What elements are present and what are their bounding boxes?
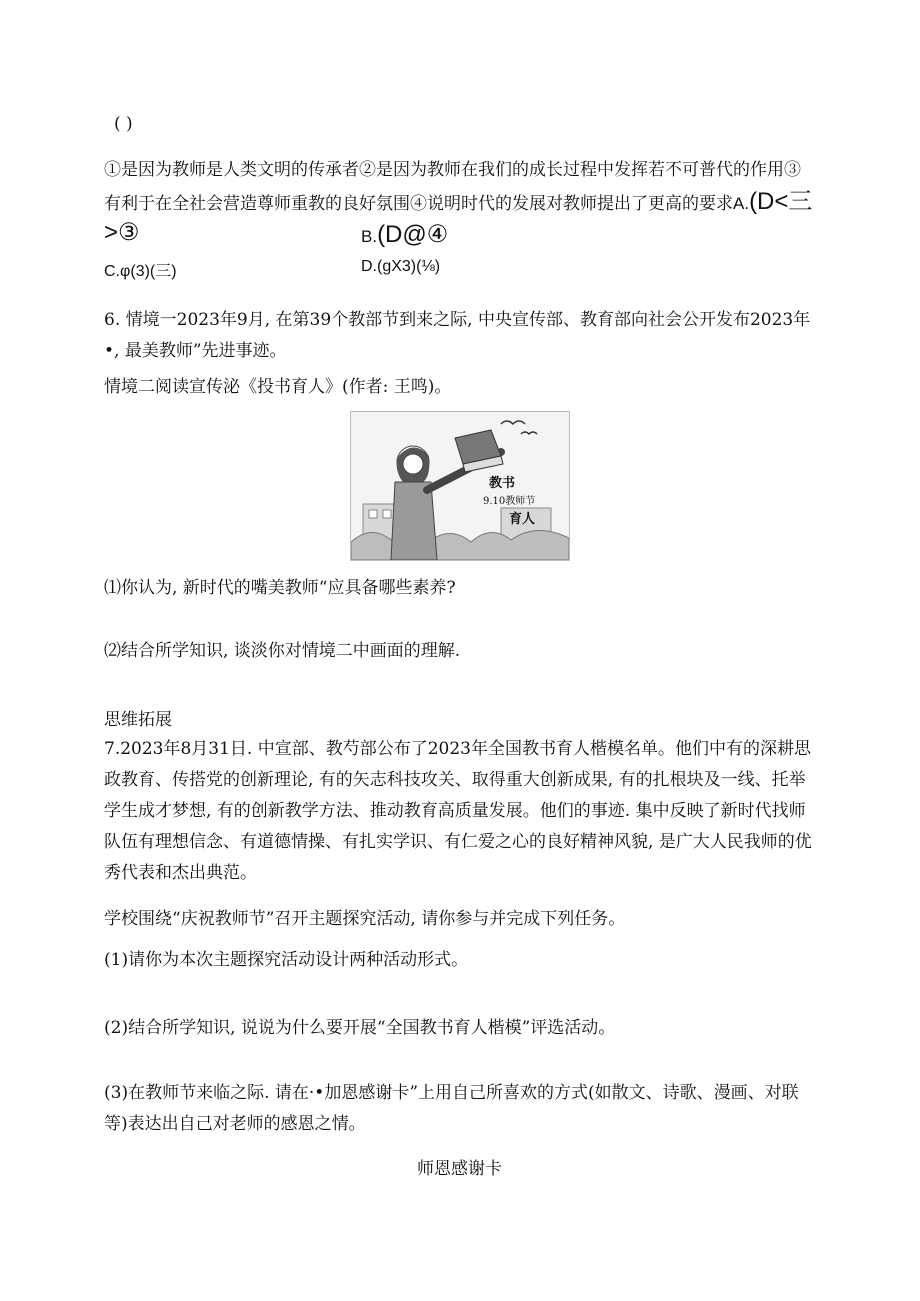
option-a-continued: >③ [104,219,140,246]
teacher-drawing [351,412,569,560]
option-b [361,220,448,249]
q7-paragraph: 7.2023年8月31日. 中宣部、教芍部公布了2023年全国教书育人楷模名单。他们中有的深耕思政教育、传搭党的创新理论, 有的矢志科技攻关、取得重大创新成果, 有的扎根块及一线、托举学生成才梦想, 有的创新教学方法、推动教育高质量发展。他们的事迹. 集中反映了新时代找师队伍有理想信念、有道德情操、有扎实学识、有仁爱之心的良好精神风貌, 是广大人民我师的优秀代表和杰出典范。 [104,739,812,883]
teacher-illustration [350,411,570,561]
option-a-prefix: A. [733,194,750,213]
option-a-text: (D<三 [749,188,813,215]
option-c: C.φ(3)(三) [104,263,177,280]
section-title: 思维拓展 [104,710,172,730]
image-caption-date: 9.10教师节 [483,496,536,507]
option-b-prefix: B. [361,227,378,246]
q7-subquestion-1: (1)请你为本次主题探究活动设计两种活动形式。 [104,950,469,970]
q6-subquestion-2: ⑵结合所学知识, 谈淡你对情境二中画面的理解. [104,641,461,661]
q7-subquestion-2: (2)结合所学知识, 说说为什么要开展“全国教书育人楷模”评选活动。 [104,1018,616,1038]
q5-statement-text: ①是因为教师是人类文明的传承者②是因为教师在我们的成长过程中发挥若不可普代的作用③有利于在全社会营造尊师重教的良好氛围④说明时代的发展对教师提出了更高的要求 [104,160,801,214]
q5-statements [104,155,816,220]
q7-intro: 学校围绕“庆祝教师节”召开主题探究活动, 请你参与并完成下列任务。 [104,909,626,929]
thank-you-card-title: 师恩感谢卡 [417,1159,502,1179]
image-caption-jiaoshu: 教书 [489,476,516,491]
q7-subquestion-3: (3)在教师节来临之际. 请在·•加恩感谢卡”上用自己所喜欢的方式(如散文、诗歌、漫画、对联等)表达出自己对老师的感恩之情。 [104,1083,799,1134]
option-d: D.(gX3)(⅛) [361,258,441,275]
q6-subquestion-1: ⑴你认为, 新时代的嘴美教师“应具备哪些素养? [104,578,456,598]
q6-context-2: 情境二阅读宣传泌《投书育人》(作者: 王鸣)。 [104,377,452,397]
image-caption-yuren: 育人 [509,512,536,527]
q6-context-1: 6. 情境一2023年9月, 在第39个教部节到来之际, 中央宣传部、教育部向社会公开发布2023年•, 最美教师”先进事迹。 [104,310,811,361]
answer-parentheses: ( ) [114,114,133,134]
option-b-text: (D@④ [377,221,449,248]
